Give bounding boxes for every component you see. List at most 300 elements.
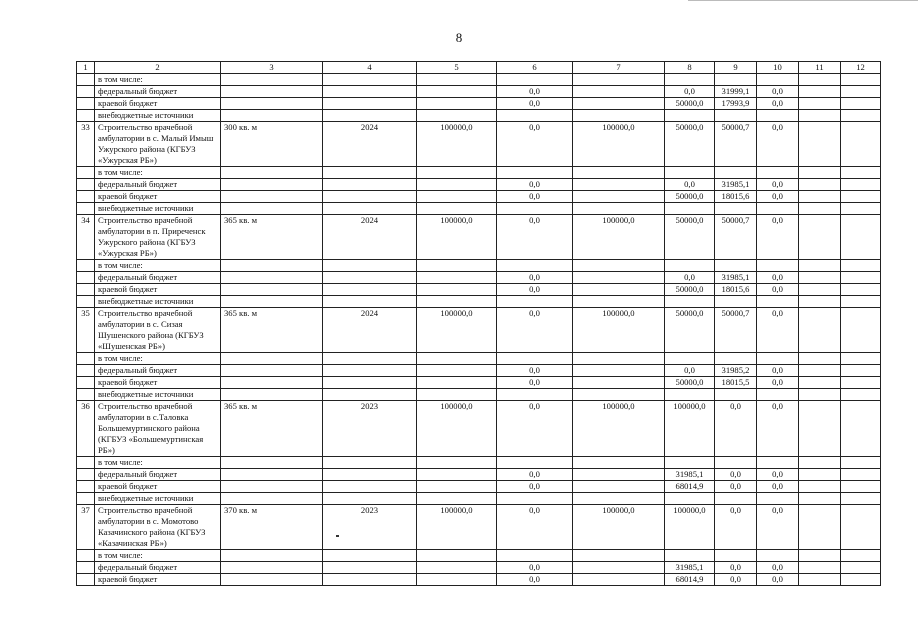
value-cell: 0,0	[757, 86, 799, 98]
value-cell	[841, 179, 881, 191]
value-cell	[417, 260, 497, 272]
value-cell	[573, 469, 665, 481]
value-cell	[417, 493, 497, 505]
value-cell	[665, 389, 715, 401]
value-cell: 31999,1	[715, 86, 757, 98]
row-name-cell: в том числе:	[95, 167, 221, 179]
value-cell	[221, 272, 323, 284]
value-cell: 0,0	[757, 401, 799, 457]
value-cell	[799, 505, 841, 550]
table-row-sub	[77, 203, 881, 215]
header-cell: 12	[841, 62, 881, 74]
value-cell	[799, 493, 841, 505]
value-cell: 0,0	[715, 481, 757, 493]
table-row-sub	[77, 550, 881, 562]
value-cell: 0,0	[497, 191, 573, 203]
table-row-sub	[77, 493, 881, 505]
value-cell	[573, 574, 665, 586]
value-cell	[497, 74, 573, 86]
value-cell: 0,0	[715, 505, 757, 550]
value-cell: 100000,0	[665, 505, 715, 550]
value-cell	[715, 550, 757, 562]
value-cell	[799, 203, 841, 215]
value-cell	[417, 377, 497, 389]
table-row-sub	[77, 284, 881, 296]
value-cell	[799, 167, 841, 179]
row-name-cell: краевой бюджет	[95, 284, 221, 296]
value-cell	[715, 167, 757, 179]
value-cell	[573, 389, 665, 401]
table-row-sub	[77, 179, 881, 191]
header-cell: 4	[323, 62, 417, 74]
value-cell	[757, 167, 799, 179]
value-cell: 50000,7	[715, 122, 757, 167]
value-cell	[799, 401, 841, 457]
value-cell: 100000,0	[573, 401, 665, 457]
value-cell	[841, 469, 881, 481]
row-name-cell: Строительство врачебной амбулатории в с. Сизая Шушенского района (КГБУЗ «Шушенская РБ»)	[95, 308, 221, 353]
value-cell	[497, 296, 573, 308]
value-cell	[841, 308, 881, 353]
row-name-cell: краевой бюджет	[95, 98, 221, 110]
value-cell: 0,0	[757, 505, 799, 550]
value-cell	[417, 389, 497, 401]
header-cell: 6	[497, 62, 573, 74]
value-cell	[221, 110, 323, 122]
value-cell	[799, 469, 841, 481]
value-cell: 0,0	[757, 365, 799, 377]
value-cell	[665, 493, 715, 505]
value-cell: 17993,9	[715, 98, 757, 110]
value-cell	[221, 457, 323, 469]
row-name-cell: внебюджетные источники	[95, 296, 221, 308]
row-number-cell	[77, 377, 95, 389]
row-number-cell	[77, 284, 95, 296]
value-cell	[799, 550, 841, 562]
value-cell: 0,0	[715, 401, 757, 457]
row-number-cell	[77, 550, 95, 562]
row-name-cell: федеральный бюджет	[95, 562, 221, 574]
value-cell	[799, 215, 841, 260]
value-cell	[715, 110, 757, 122]
value-cell	[665, 110, 715, 122]
value-cell	[221, 179, 323, 191]
row-number-cell	[77, 481, 95, 493]
value-cell: 0,0	[715, 469, 757, 481]
value-cell	[573, 167, 665, 179]
value-cell	[221, 389, 323, 401]
row-name-cell: федеральный бюджет	[95, 469, 221, 481]
table-row-sub	[77, 562, 881, 574]
row-number-cell	[77, 365, 95, 377]
table-row-project	[77, 215, 881, 260]
row-name-cell: Строительство врачебной амбулатории в с. Момотово Казачинского района (КГБУЗ «Казачинская РБ»)	[95, 505, 221, 550]
value-cell: 0,0	[497, 505, 573, 550]
value-cell	[417, 179, 497, 191]
value-cell	[841, 389, 881, 401]
table-row-sub	[77, 86, 881, 98]
table-row-sub	[77, 353, 881, 365]
value-cell	[221, 167, 323, 179]
value-cell	[573, 377, 665, 389]
value-cell	[323, 167, 417, 179]
value-cell: 0,0	[757, 574, 799, 586]
value-cell: 0,0	[497, 179, 573, 191]
value-cell: 0,0	[665, 179, 715, 191]
value-cell	[715, 260, 757, 272]
value-cell	[221, 260, 323, 272]
row-number-cell	[77, 203, 95, 215]
value-cell	[221, 353, 323, 365]
value-cell	[573, 562, 665, 574]
value-cell	[497, 389, 573, 401]
value-cell	[841, 191, 881, 203]
value-cell	[417, 272, 497, 284]
value-cell	[323, 469, 417, 481]
value-cell	[323, 296, 417, 308]
value-cell	[799, 377, 841, 389]
value-cell	[573, 457, 665, 469]
row-name-cell: в том числе:	[95, 550, 221, 562]
value-cell	[323, 179, 417, 191]
value-cell	[841, 574, 881, 586]
value-cell	[323, 98, 417, 110]
row-number-cell: 35	[77, 308, 95, 353]
value-cell: 50000,0	[665, 308, 715, 353]
value-cell: 31985,1	[715, 179, 757, 191]
value-cell	[799, 308, 841, 353]
value-cell	[417, 353, 497, 365]
value-cell	[221, 377, 323, 389]
value-cell: 0,0	[715, 562, 757, 574]
value-cell	[715, 457, 757, 469]
value-cell	[841, 365, 881, 377]
row-number-cell: 33	[77, 122, 95, 167]
value-cell: 0,0	[757, 179, 799, 191]
value-cell: 18015,5	[715, 377, 757, 389]
value-cell: 100000,0	[417, 215, 497, 260]
value-cell: 50000,7	[715, 308, 757, 353]
table-row-sub	[77, 457, 881, 469]
value-cell	[323, 562, 417, 574]
value-cell: 0,0	[497, 86, 573, 98]
table-row-sub	[77, 74, 881, 86]
value-cell	[323, 353, 417, 365]
table-row-sub	[77, 98, 881, 110]
value-cell	[799, 457, 841, 469]
value-cell	[799, 284, 841, 296]
value-cell: 0,0	[757, 122, 799, 167]
value-cell	[573, 284, 665, 296]
value-cell	[757, 353, 799, 365]
value-cell	[323, 550, 417, 562]
value-cell	[841, 505, 881, 550]
value-cell	[323, 74, 417, 86]
value-cell	[841, 493, 881, 505]
value-cell	[715, 389, 757, 401]
header-cell: 2	[95, 62, 221, 74]
value-cell: 0,0	[497, 481, 573, 493]
row-name-cell: федеральный бюджет	[95, 272, 221, 284]
value-cell	[221, 550, 323, 562]
value-cell	[417, 469, 497, 481]
value-cell: 18015,6	[715, 284, 757, 296]
value-cell: 50000,7	[715, 215, 757, 260]
value-cell: 0,0	[757, 377, 799, 389]
value-cell: 50000,0	[665, 215, 715, 260]
row-number-cell: 34	[77, 215, 95, 260]
value-cell	[323, 493, 417, 505]
value-cell	[323, 481, 417, 493]
table-row-sub	[77, 574, 881, 586]
value-cell: 31985,1	[665, 562, 715, 574]
table-row-sub	[77, 389, 881, 401]
value-cell: 365 кв. м	[221, 215, 323, 260]
value-cell	[841, 296, 881, 308]
table-row-sub	[77, 365, 881, 377]
value-cell	[757, 457, 799, 469]
value-cell	[497, 353, 573, 365]
value-cell	[665, 296, 715, 308]
table-row-sub	[77, 469, 881, 481]
row-name-cell: краевой бюджет	[95, 191, 221, 203]
row-number-cell	[77, 493, 95, 505]
value-cell	[221, 296, 323, 308]
value-cell: 0,0	[497, 401, 573, 457]
value-cell	[757, 74, 799, 86]
value-cell	[221, 203, 323, 215]
row-number-cell: 37	[77, 505, 95, 550]
value-cell	[573, 272, 665, 284]
row-name-cell: федеральный бюджет	[95, 179, 221, 191]
value-cell: 68014,9	[665, 481, 715, 493]
value-cell: 68014,9	[665, 574, 715, 586]
value-cell: 0,0	[665, 272, 715, 284]
header-cell: 8	[665, 62, 715, 74]
value-cell: 0,0	[757, 469, 799, 481]
value-cell	[221, 86, 323, 98]
value-cell	[799, 365, 841, 377]
value-cell	[497, 493, 573, 505]
value-cell	[665, 550, 715, 562]
value-cell	[799, 74, 841, 86]
row-name-cell: в том числе:	[95, 74, 221, 86]
value-cell	[417, 296, 497, 308]
value-cell	[323, 272, 417, 284]
value-cell	[799, 481, 841, 493]
value-cell: 0,0	[757, 215, 799, 260]
header-cell: 10	[757, 62, 799, 74]
value-cell: 0,0	[715, 574, 757, 586]
value-cell	[841, 203, 881, 215]
value-cell	[221, 98, 323, 110]
value-cell	[573, 550, 665, 562]
row-number-cell	[77, 98, 95, 110]
value-cell	[665, 203, 715, 215]
value-cell	[573, 203, 665, 215]
row-number-cell	[77, 389, 95, 401]
value-cell	[221, 493, 323, 505]
value-cell: 0,0	[757, 98, 799, 110]
value-cell: 100000,0	[417, 122, 497, 167]
row-name-cell: внебюджетные источники	[95, 389, 221, 401]
row-name-cell: краевой бюджет	[95, 377, 221, 389]
value-cell	[221, 469, 323, 481]
row-number-cell	[77, 191, 95, 203]
value-cell: 2024	[323, 308, 417, 353]
value-cell	[573, 98, 665, 110]
value-cell	[799, 562, 841, 574]
table-row-sub	[77, 191, 881, 203]
value-cell	[323, 457, 417, 469]
value-cell	[799, 389, 841, 401]
value-cell	[841, 98, 881, 110]
value-cell	[715, 74, 757, 86]
row-number-cell	[77, 74, 95, 86]
row-number-cell	[77, 562, 95, 574]
value-cell	[799, 122, 841, 167]
value-cell	[497, 110, 573, 122]
value-cell	[665, 457, 715, 469]
value-cell	[323, 191, 417, 203]
row-name-cell: краевой бюджет	[95, 574, 221, 586]
value-cell: 365 кв. м	[221, 308, 323, 353]
row-number-cell	[77, 457, 95, 469]
table-row-sub	[77, 377, 881, 389]
value-cell	[799, 110, 841, 122]
row-number-cell: 36	[77, 401, 95, 457]
value-cell	[497, 203, 573, 215]
row-number-cell	[77, 179, 95, 191]
value-cell	[841, 284, 881, 296]
value-cell	[573, 353, 665, 365]
value-cell	[573, 365, 665, 377]
value-cell: 100000,0	[417, 308, 497, 353]
value-cell	[799, 191, 841, 203]
value-cell	[841, 353, 881, 365]
value-cell	[417, 284, 497, 296]
value-cell	[665, 167, 715, 179]
value-cell	[665, 74, 715, 86]
value-cell: 100000,0	[417, 401, 497, 457]
value-cell: 365 кв. м	[221, 401, 323, 457]
value-cell	[841, 74, 881, 86]
value-cell	[417, 550, 497, 562]
value-cell	[323, 389, 417, 401]
row-name-cell: в том числе:	[95, 457, 221, 469]
header-cell: 1	[77, 62, 95, 74]
row-name-cell: внебюджетные источники	[95, 203, 221, 215]
value-cell	[841, 215, 881, 260]
value-cell: 370 кв. м	[221, 505, 323, 550]
value-cell: 0,0	[665, 86, 715, 98]
value-cell: 0,0	[497, 365, 573, 377]
value-cell	[665, 260, 715, 272]
row-number-cell	[77, 260, 95, 272]
value-cell: 0,0	[665, 365, 715, 377]
table-row-sub	[77, 296, 881, 308]
row-name-cell: внебюджетные источники	[95, 110, 221, 122]
value-cell	[841, 401, 881, 457]
row-number-cell	[77, 110, 95, 122]
value-cell	[799, 574, 841, 586]
value-cell: 18015,6	[715, 191, 757, 203]
table-row-sub	[77, 110, 881, 122]
row-number-cell	[77, 574, 95, 586]
row-number-cell	[77, 353, 95, 365]
value-cell	[841, 550, 881, 562]
value-cell: 50000,0	[665, 191, 715, 203]
value-cell	[573, 493, 665, 505]
row-number-cell	[77, 272, 95, 284]
value-cell	[221, 574, 323, 586]
value-cell	[323, 110, 417, 122]
value-cell	[497, 550, 573, 562]
value-cell	[841, 377, 881, 389]
value-cell: 50000,0	[665, 284, 715, 296]
value-cell	[417, 167, 497, 179]
value-cell: 100000,0	[665, 401, 715, 457]
value-cell	[417, 110, 497, 122]
value-cell	[799, 179, 841, 191]
budget-table	[76, 61, 881, 586]
value-cell	[417, 203, 497, 215]
value-cell	[799, 272, 841, 284]
header-cell: 5	[417, 62, 497, 74]
value-cell: 0,0	[497, 574, 573, 586]
row-name-cell: в том числе:	[95, 353, 221, 365]
value-cell	[221, 562, 323, 574]
value-cell	[221, 481, 323, 493]
row-name-cell: в том числе:	[95, 260, 221, 272]
value-cell: 0,0	[757, 191, 799, 203]
header-cell: 9	[715, 62, 757, 74]
row-name-cell: Строительство врачебной амбулатории в п. Приреченск Ужурского района (КГБУЗ «Ужурская РБ»)	[95, 215, 221, 260]
value-cell: 300 кв. м	[221, 122, 323, 167]
value-cell	[841, 260, 881, 272]
value-cell: 50000,0	[665, 377, 715, 389]
value-cell: 0,0	[757, 562, 799, 574]
value-cell: 100000,0	[573, 215, 665, 260]
value-cell	[221, 191, 323, 203]
value-cell: 2023	[323, 505, 417, 550]
value-cell	[757, 260, 799, 272]
value-cell	[417, 191, 497, 203]
value-cell	[323, 260, 417, 272]
row-name-cell: федеральный бюджет	[95, 365, 221, 377]
value-cell	[417, 365, 497, 377]
value-cell: 50000,0	[665, 122, 715, 167]
value-cell	[573, 296, 665, 308]
value-cell: 2024	[323, 122, 417, 167]
table-row-project	[77, 122, 881, 167]
value-cell	[757, 550, 799, 562]
value-cell	[715, 493, 757, 505]
value-cell	[417, 74, 497, 86]
table-row-sub	[77, 272, 881, 284]
value-cell: 0,0	[497, 215, 573, 260]
value-cell	[323, 574, 417, 586]
value-cell: 50000,0	[665, 98, 715, 110]
row-name-cell: Строительство врачебной амбулатории в с. Малый Имыш Ужурского района (КГБУЗ «Ужурская РБ»)	[95, 122, 221, 167]
value-cell	[841, 481, 881, 493]
value-cell: 2024	[323, 215, 417, 260]
value-cell: 100000,0	[417, 505, 497, 550]
value-cell: 31985,2	[715, 365, 757, 377]
table-row-sub	[77, 260, 881, 272]
value-cell	[323, 203, 417, 215]
value-cell	[757, 389, 799, 401]
